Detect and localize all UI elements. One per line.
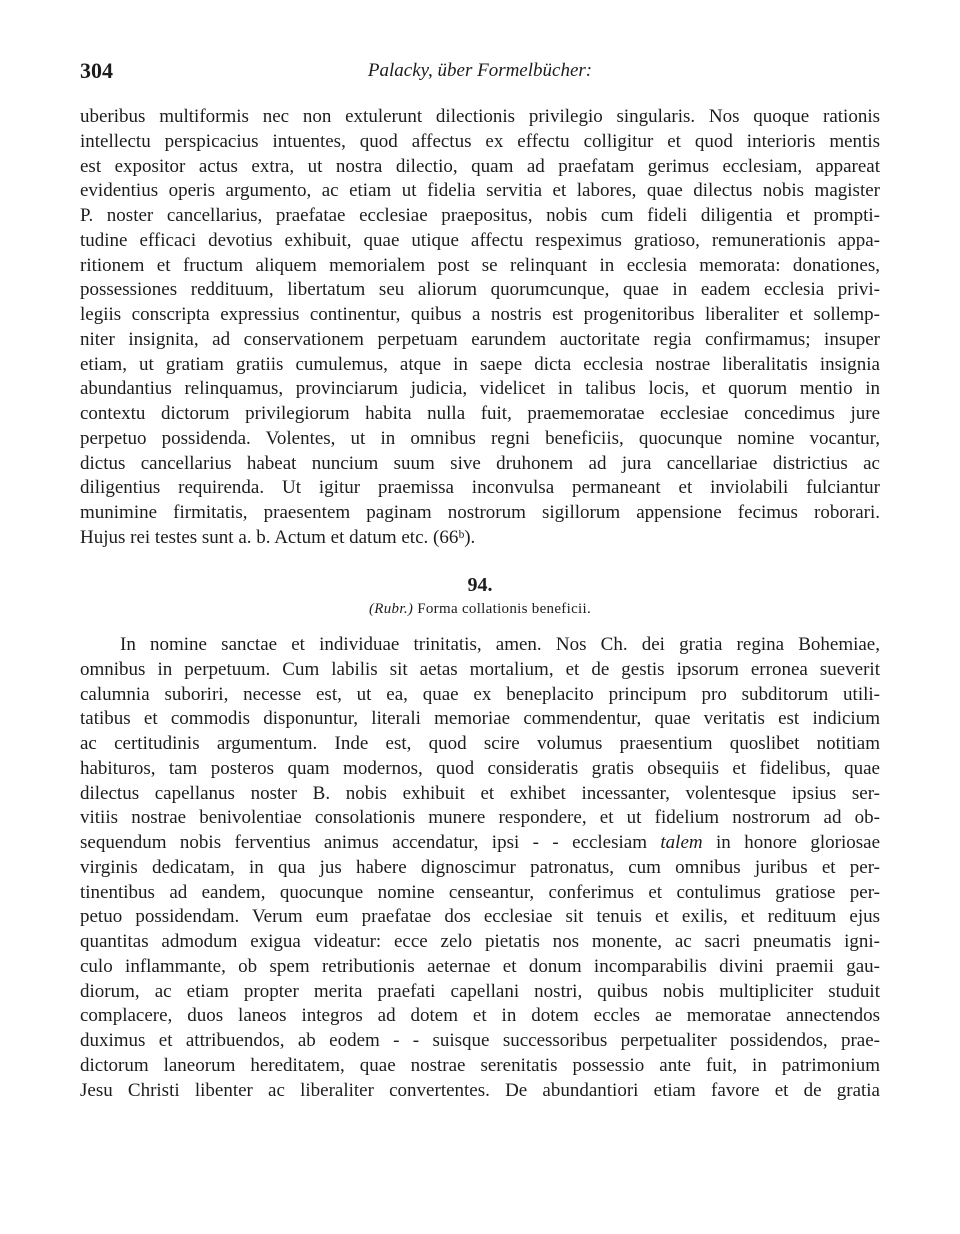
section-number: 94. (467, 574, 493, 596)
text-line: Jesu Christi libenter ac liberaliter convertentes. De abundantiori etiam favore et de gratia (80, 1079, 880, 1101)
text-line: dictus cancellarius habeat nuncium suum sive druhonem ad jura cancellariae districtius ac (80, 452, 880, 474)
text-line: tatibus et commodis disponuntur, literali memoriae commendentur, quae veritatis est indicium (80, 708, 880, 730)
text-line: vitiis nostrae benivolentiae consolationis munere respondere, et ut fidelium nostrorum ad ob- (80, 807, 880, 829)
page-number: 304 (80, 58, 113, 83)
text-segment: in honore gloriosae (702, 832, 880, 853)
text-line: virginis dedicatam, in qua jus habere dignoscimur patronatus, cum omnibus juribus et per- (80, 856, 880, 878)
text-line (80, 831, 880, 856)
text-line: diorum, ac etiam propter merita praefati capellani nostri, quibus nobis multipliciter studuit (80, 980, 880, 1002)
text-line: diligentius requirenda. Ut igitur praemissa inconvulsa permaneant et inviolabili fulciantur (80, 477, 880, 499)
text-line: ritionem et fructum aliquem memorialem post se relinquant in ecclesia memorata: donationes, (80, 254, 880, 276)
text-line: intellectu perspicacius intuentes, quod affectus ex effectu colligitur et quod interioris mentis (80, 130, 880, 152)
text-line: dictorum laneorum hereditatem, quae nostrae serenitatis possessio ante fuit, in patrimonium (80, 1054, 880, 1076)
text-line: tinentibus ad eandem, quocunque nomine censeantur, conferimus et contulimus gratiose per- (80, 881, 880, 903)
running-title: Palacky, über Formelbücher: (367, 60, 593, 81)
text-line: ac certitudinis argumentum. Inde est, quod scire volumus praesentium quoslibet notitiam (80, 733, 880, 754)
text-line: est expositor actus extra, ut nostra dilectio, quam ad praefatam gerimus ecclesiam, appareat (80, 155, 880, 177)
text-line: niter insignita, ad conservationem perpetuam earundem auctoritate regia confirmamus; insuper (80, 328, 880, 350)
text-line: P. noster cancellarius, praefatae ecclesiae praepositus, nobis cum fideli diligentia et prompti- (80, 205, 880, 226)
text-line: petuo possidendam. Verum eum praefatae dos ecclesiae sit tenuis et exilis, et redituum ejus (80, 906, 880, 928)
rubric-label: (Rubr.) (368, 601, 414, 617)
text-line: evidentius operis argumento, ac etiam ut fidelia servitia et labores, quae dilectus nobis magister (80, 180, 880, 202)
text-line: tudine efficaci devotius exhibuit, quae utique affectu respeximus gratioso, remunerationis appa- (80, 229, 880, 251)
text-line: duximus et attribuendos, ab eodem - - suisque successoribus perpetualiter possidendos, prae- (80, 1030, 880, 1051)
rubric-text: Forma collationis beneficii. (417, 601, 592, 617)
paragraph-forma-collationis (80, 633, 880, 1103)
text-line: culo inflammante, ob spem retributionis aeternae et donum incomparabilis divini praemii gau- (80, 955, 880, 977)
page-header (80, 58, 880, 88)
section-rubric (80, 601, 880, 618)
text-line: quantitas admodum exigua videatur: ecce zelo pietatis nos monente, ac sacri pneumatis igni- (80, 931, 880, 952)
text-line: habituros, tam posteros quam modernos, quod consideratis gratis obsequiis et fidelibus, quae (80, 757, 880, 779)
text-line: In nomine sanctae et individuae trinitatis, amen. Nos Ch. dei gratia regina Bohemiae, (120, 634, 880, 655)
text-line: munimine firmitatis, praesentem paginam nostrorum sigillorum appensione fecimus roborari. (80, 502, 880, 523)
paragraph-continued (80, 105, 880, 551)
text-line: uberibus multiformis nec non extulerunt dilectionis privilegio singularis. Nos quoque rationis (80, 106, 880, 127)
text-segment: sequendum nobis ferventius animus accendatur, ipsi - - ecclesiam (80, 832, 647, 853)
text-line: etiam, ut gratiam gratiis cumulemus, atque in saepe dicta ecclesia nostrae liberalitatis insignia (80, 353, 880, 375)
text-line: dilectus capellanus noster B. nobis exhibuit et exhibet incessanter, volentesque ipsius ser- (80, 782, 880, 804)
text-line: complacere, duos laneos integros ad dotem et in dotem eccles ae memoratae annectendos (80, 1005, 880, 1027)
text-line: perpetuo possidenda. Volentes, ut in omnibus regni beneficiis, quocunque nomine vocantur, (80, 427, 880, 449)
text-line: calumnia suboriri, necesse est, ut ea, quae ex beneplacito principum pro subditorum utili- (80, 683, 880, 705)
text-line: contextu dictorum privilegiorum habita nulla fuit, praememoratae ecclesiae concedimus jure (80, 403, 880, 424)
text-line: abundantius relinquamus, provinciarum judicia, videlicet in talibus locis, et quorum mentio in (80, 378, 880, 400)
italic-word: talem (660, 832, 703, 853)
text-line: possessiones reddituum, libertatum seu aliorum quorumcunque, quae in eadem ecclesia privi- (80, 279, 880, 301)
text-line: omnibus in perpetuum. Cum labilis sit aetas mortalium, et de gestis ipsorum erronea sueverit (80, 658, 880, 680)
text-line: Hujus rei testes sunt a. b. Actum et datum etc. (66ᵇ). (80, 526, 476, 548)
text-line: legiis conscripta expressius continentur, quibus a nostris est progenitoribus liberaliter et sollemp- (80, 304, 880, 325)
